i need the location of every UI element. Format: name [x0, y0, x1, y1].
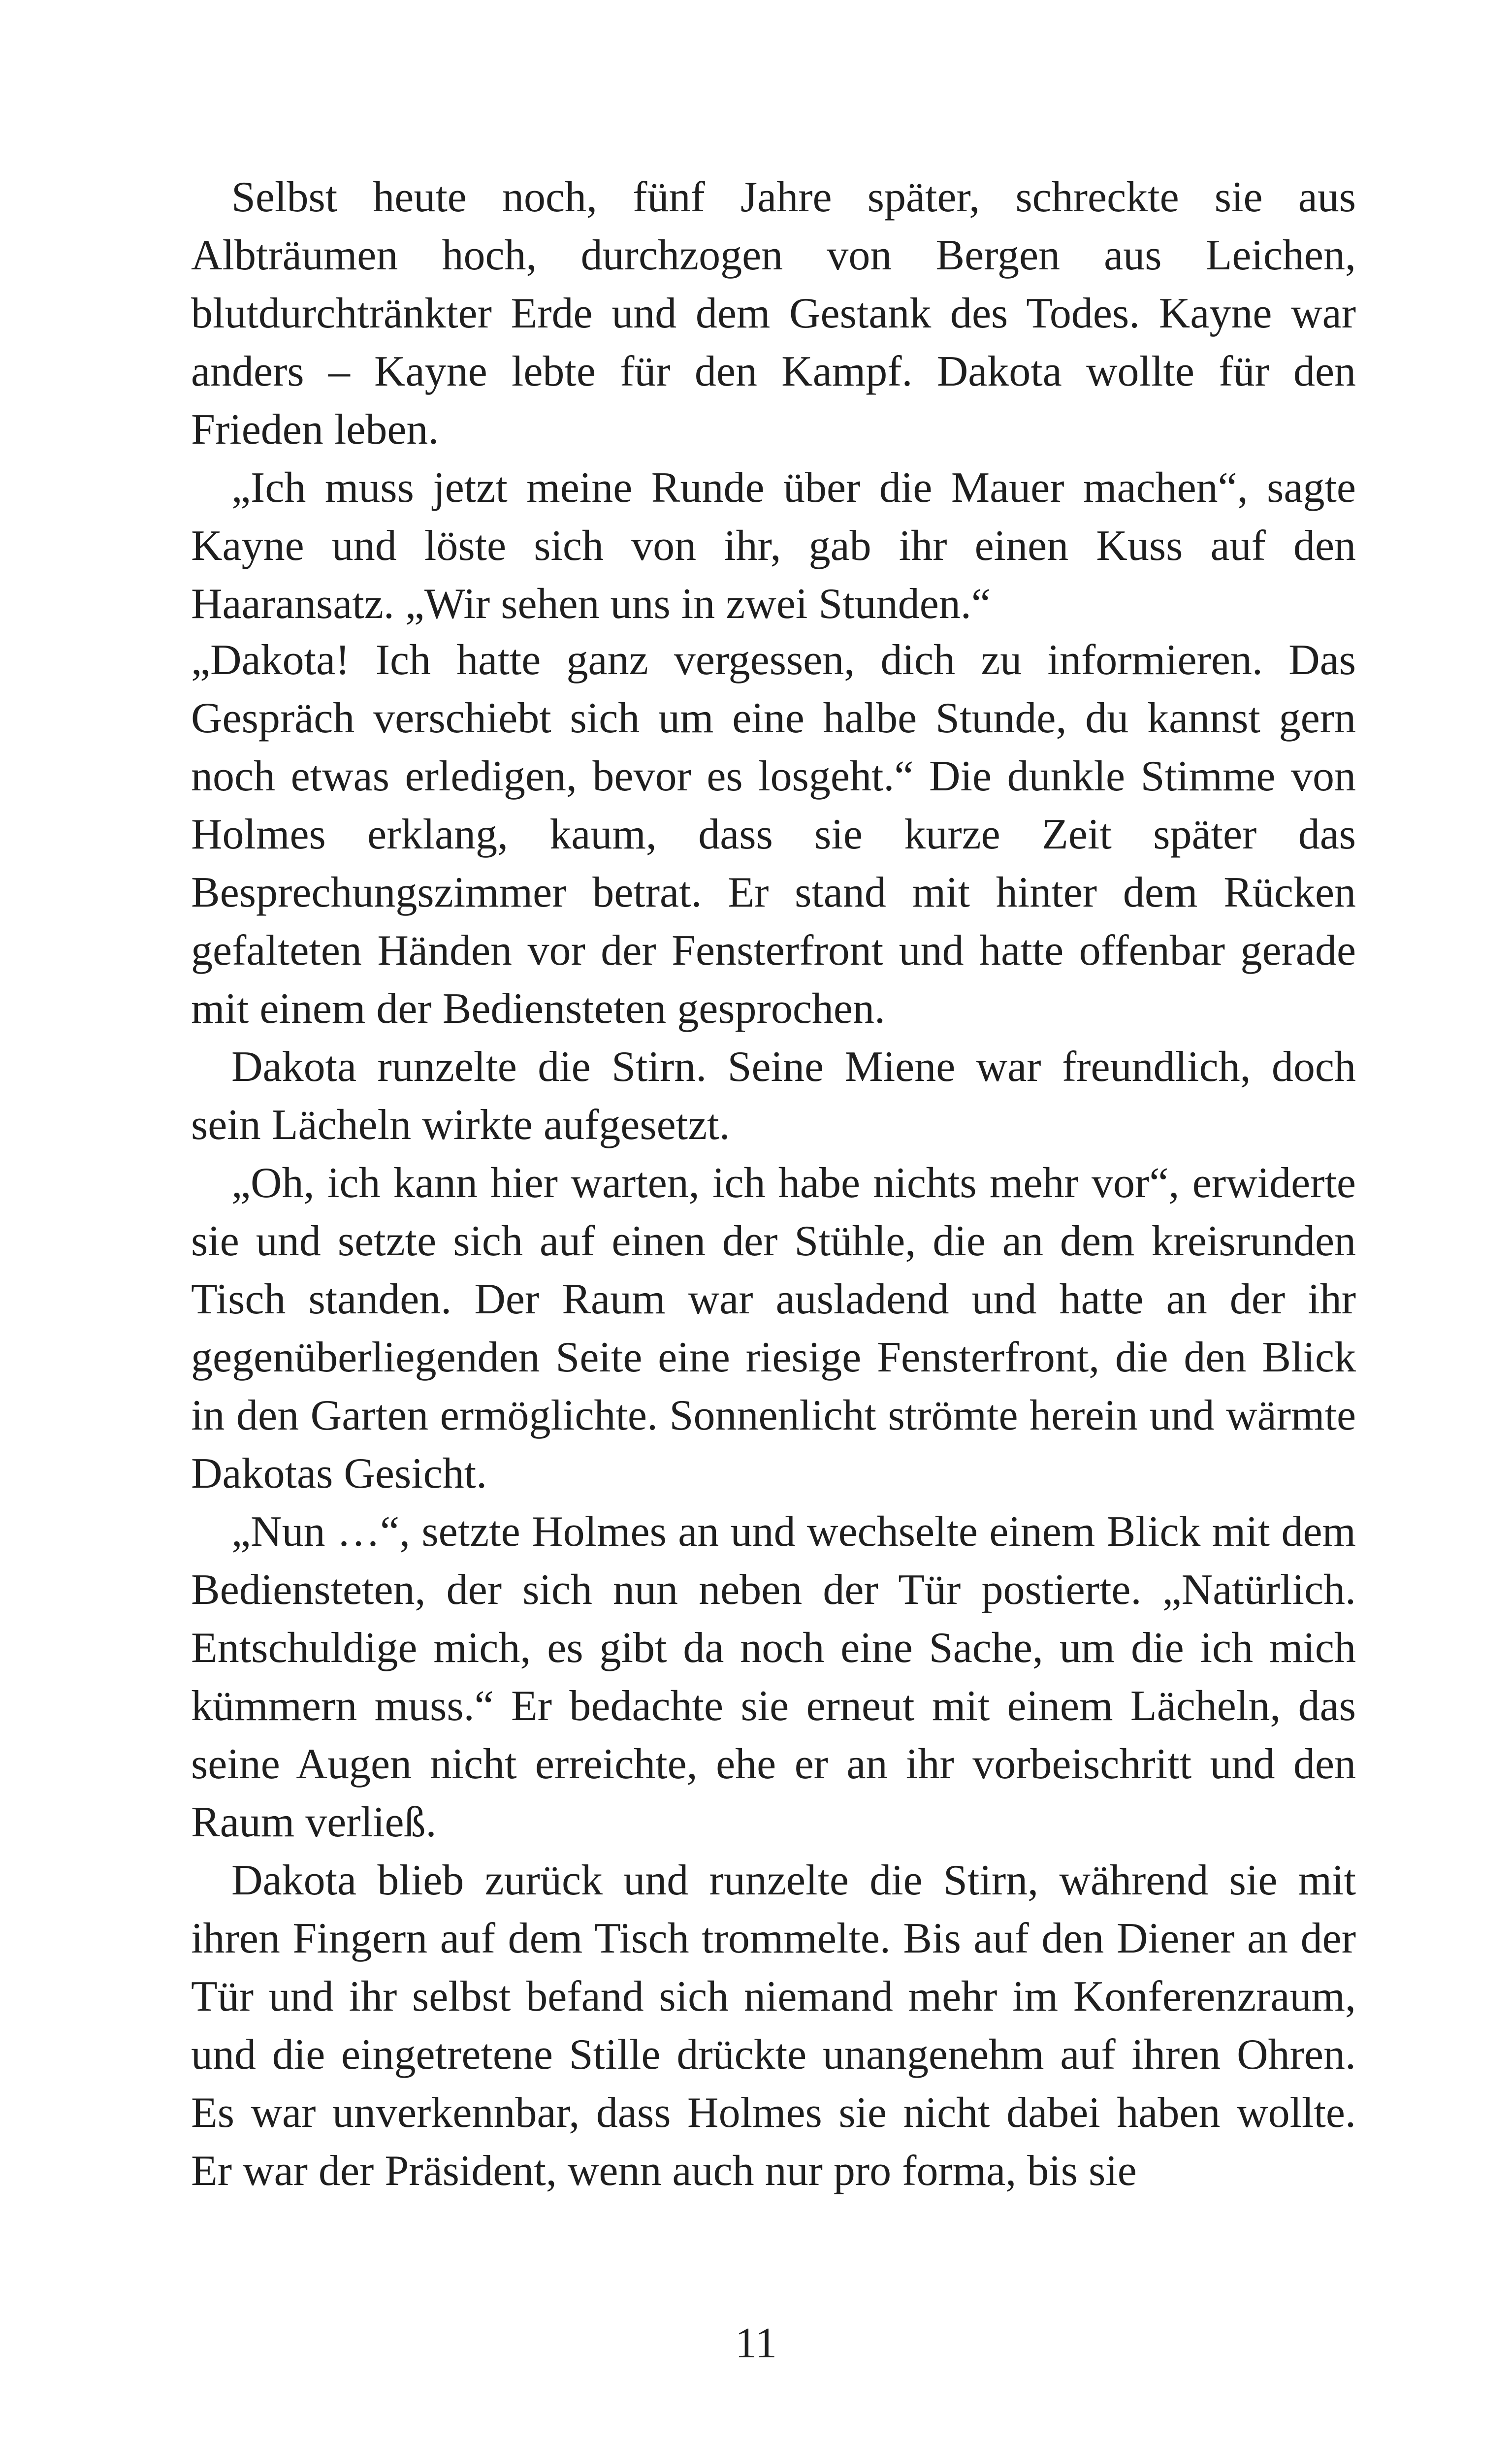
page-number: 11 — [735, 2319, 777, 2367]
paragraph: „Ich muss jetzt meine Runde über die Mauer machen“, sagte Kayne und löste sich von ihr, gab ihr einen Kuss auf den Haaransatz. „Wir sehen uns in zwei Stunden.“ — [191, 464, 1356, 628]
paragraph: „Nun …“, setzte Holmes an und wechselte einem Blick mit dem Bediensteten, der sich nun neben der Tür postierte. „Natürlich. Entschuldige mich, es gibt da noch eine Sache, um die ich mich kümmern muss.“ Er bedachte sie erneut mit einem Lächeln, das seine Augen nicht erreichte, ehe er an ihr vorbeischritt und den Raum verließ. — [191, 1508, 1356, 1846]
text-block-top — [191, 168, 1356, 633]
paragraph: „Oh, ich kann hier warten, ich habe nichts mehr vor“, erwiderte sie und setzte sich auf einen der Stühle, die an dem kreisrunden Tisch standen. Der Raum war ausladend und hatte an der ihr gegenüberliegenden Seite eine riesige Fensterfront, die den Blick in den Garten ermöglichte. Sonnenlicht strömte herein und wärmte Dakotas Gesicht. — [191, 1159, 1356, 1498]
paragraph: Dakota blieb zurück und runzelte die Stirn, während sie mit ihren Fingern auf dem Tisch trommelte. Bis auf den Diener an der Tür und ihr selbst befand sich niemand mehr im Konferenzraum, und die eingetretene Stille drückte unangenehm auf ihren Ohren. Es war unverkennbar, dass Holmes sie nicht dabei haben wollte. Er war der Präsident, wenn auch nur pro forma, bis sie — [191, 1857, 1356, 2195]
paragraph: Dakota runzelte die Stirn. Seine Miene war freundlich, doch sein Lächeln wirkte aufgesetzt. — [191, 1043, 1356, 1149]
text-block-main — [191, 631, 1356, 2200]
paragraph: „Dakota! Ich hatte ganz vergessen, dich zu informieren. Das Gespräch verschiebt sich um eine halbe Stunde, du kannst gern noch etwas erledigen, bevor es losgeht.“ Die dunkle Stimme von Holmes erklang, kaum, dass sie kurze Zeit später das Besprechungszimmer betrat. Er stand mit hinter dem Rücken gefalteten Händen vor der Fensterfront und hatte offenbar gerade mit einem der Bediensteten gesprochen. — [191, 636, 1356, 1033]
paragraph: Selbst heute noch, fünf Jahre später, schreckte sie aus Albträumen hoch, durchzogen von Bergen aus Leichen, blutdurchtränkter Erde und dem Gestank des Todes. Kayne war anders – Kayne lebte für den Kampf. Dakota wollte für den Frieden leben. — [191, 173, 1356, 454]
